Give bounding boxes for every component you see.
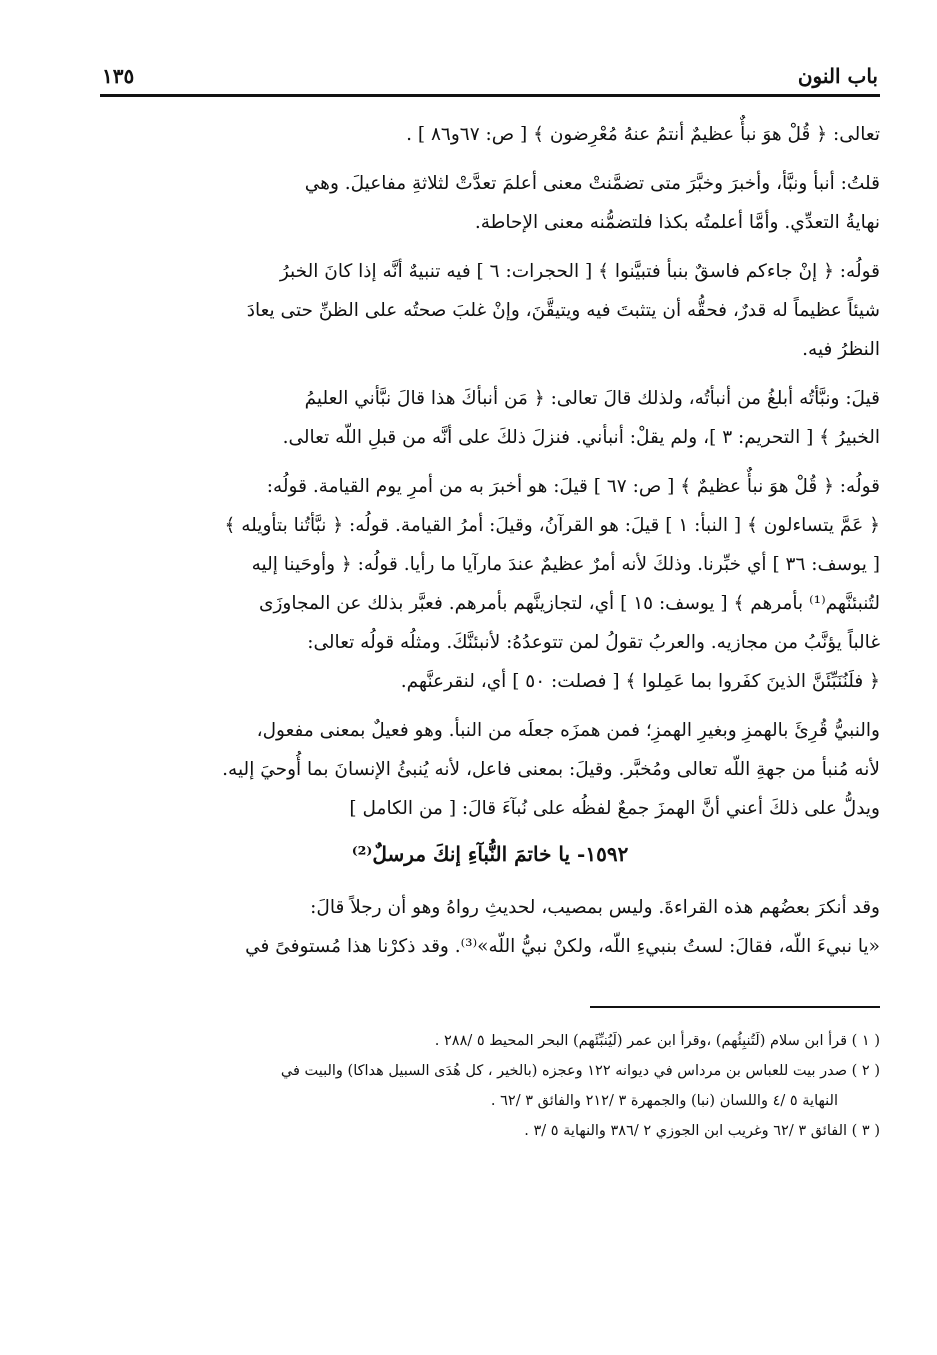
text-line: لتُنبئنَّهم⁽¹⁾ بأمرهم ﴾ [ يوسف: ١٥ ] أي، لتجازينَّهم بأمرهم. فعبَّر بذلك عن المجاوزَى	[259, 593, 880, 614]
footnote	[100, 1056, 880, 1116]
paragraph	[100, 711, 880, 828]
footnote-rule	[590, 1006, 880, 1008]
text-line: «يا نبيءَ اللّه، فقالَ: لستُ بنبيءِ اللّه، ولكنْ نبيُّ اللّه»⁽³⁾. وقد ذكرْنا هذا مُستوفىً في	[245, 936, 880, 957]
text-line: غالباً يؤنَّبُ من مجازيه. والعربُ تقولُ لمن تتوعدُهُ: لأنبئنَّكَ. ومثلُه قولُه تعالى:	[307, 632, 880, 653]
footnote	[100, 1116, 880, 1146]
text-line: قلتُ: أنبأ ونبَّأ، وأخبرَ وخبَّرَ متى تضمَّنتْ معنى أعلمَ تعدَّتْ لثلاثةِ مفاعيلَ. وهي	[304, 173, 880, 194]
main-text	[100, 115, 880, 966]
text-line: شيئاً عظيماً له قدرٌ، فحقُّه أن يتثبتَ فيه ويتيقَّنَ، وإنْ غلبَ صحتُه على الظنِّ حتى يعادَ	[246, 300, 880, 321]
paragraph	[100, 164, 880, 242]
page-number: ١٣٥	[102, 64, 135, 88]
paragraph	[100, 115, 880, 154]
text-line: ويدلُّ على ذلكَ أعني أنَّ الهمزَ جمعٌ لفظُه على نُبآءَ قالَ: [ من الكامل ]	[349, 798, 880, 819]
text-line: تعالى: ﴿ قُلْ هوَ نبأٌ عظيمٌ أنتمُ عنهُ مُعْرِضون ﴾ [ ص: ٦٧و٨٦ ] .	[406, 124, 880, 145]
text-line: لأنه مُنبأ من جهةِ اللّه تعالى ومُخبَّر. وقيلَ: بمعنى فاعل، لأنه يُنبئُ الإنسانَ بما أُوحيَ إليه.	[222, 759, 880, 780]
header-rule	[100, 94, 880, 97]
text-line: الخبيرُ ﴾ [ التحريم: ٣ ]، ولم يقلْ: أنبأني. فنزلَ ذلكَ على أنَّه من قبلِ اللّه تعالى.	[282, 427, 880, 448]
footnote	[100, 1026, 880, 1056]
text-line: وقد أنكرَ بعضُهم هذه القراءةَ. وليس بمصيب، لحديثِ رواهُ وهو أن رجلاً قالَ:	[310, 897, 880, 918]
running-header	[100, 52, 880, 88]
paragraph	[100, 467, 880, 701]
text-line: [ يوسف: ٣٦ ] أي خبِّرنا. وذلكَ لأنه أمرٌ عظيمٌ عندَ مارآيا ما رأيا. قولُه: ﴿ وأوحَينا إليه	[251, 554, 880, 575]
footnote-line: ( ٣ ) الفائق ٣ /٦٢ وغريب ابن الجوزي ٢ /٣٨٦ والنهاية ٥ /٣ .	[524, 1123, 880, 1139]
text-line: والنبيُّ قُرِئَ بالهمزِ وبغيرِ الهمزِ؛ فمن همزَه جعلَه من النبأ. وهو فعيلٌ بمعنى مفعول،	[256, 720, 880, 741]
text-line: قولُه: ﴿ قُلْ هوَ نبأٌ عظيمٌ ﴾ [ ص: ٦٧ ] قيلَ: هو أخبرَ به من أمرِ يوم القيامة. قولُه:	[266, 476, 880, 497]
footnote-line: ( ٢ ) صدر بيت للعباس بن مرداس في ديوانه ١٢٢ وعجزه (بالخير ، كل هُدَى السبيل هداكا) والبيت في	[280, 1063, 880, 1079]
footnote-line: ( ١ ) قرأ ابن سلام (لَتُنبِئُهم) ،وقرأ ابن عمر (لَيُنبِّئَهم) البحر المحيط ٥ /٢٨٨ .	[434, 1033, 880, 1049]
poetry-verse: ١٥٩٢- يا خاتمَ النُّبآءِ إنكَ مرسلٌ⁽²⁾	[351, 842, 629, 866]
paragraph	[100, 252, 880, 369]
text-line: نهايةُ التعدِّي. وأمَّا أعلمتُه بكذا فلتضمُّنه معنى الإحاطة.	[474, 212, 880, 233]
footnotes	[100, 1026, 880, 1146]
footnote-line: النهاية ٥ /٤ واللسان (نبا) والجمهرة ٣ /٢١٢ والفائق ٣ /٦٢ .	[490, 1093, 838, 1109]
text-line: قولُه: ﴿ إنْ جاءكم فاسقٌ بنبأ فتبيَّنوا ﴾ [ الحجرات: ٦ ] فيه تنبيهٌ أنَّه إذا كانَ الخبرُ	[279, 261, 880, 282]
text-line: ﴿ عَمَّ يتساءلون ﴾ [ النبأ: ١ ] قيلَ: هو القرآنُ، وقيلَ: أمرُ القيامة. قولُه: ﴿ نبَّأتُنا بتأويله ﴾	[224, 515, 880, 536]
text-line: قيلَ: ونبَّأتُه أبلغُ من أنبأتُه، ولذلك قالَ تعالى: ﴿ مَن أنبأكَ هذا قالَ نبَّأني العليمُ	[304, 388, 880, 409]
text-line: النظرُ فيه.	[802, 339, 880, 360]
book-page	[100, 52, 880, 1146]
chapter-title: باب النون	[797, 64, 878, 88]
text-line: ﴿ فلَنُنَبِّئَنَّ الذينَ كفَروا بما عَمِلوا ﴾ [ فصلت: ٥٠ ] أي، لنقرعنَّهم.	[400, 671, 880, 692]
paragraph	[100, 379, 880, 457]
paragraph	[100, 888, 880, 966]
